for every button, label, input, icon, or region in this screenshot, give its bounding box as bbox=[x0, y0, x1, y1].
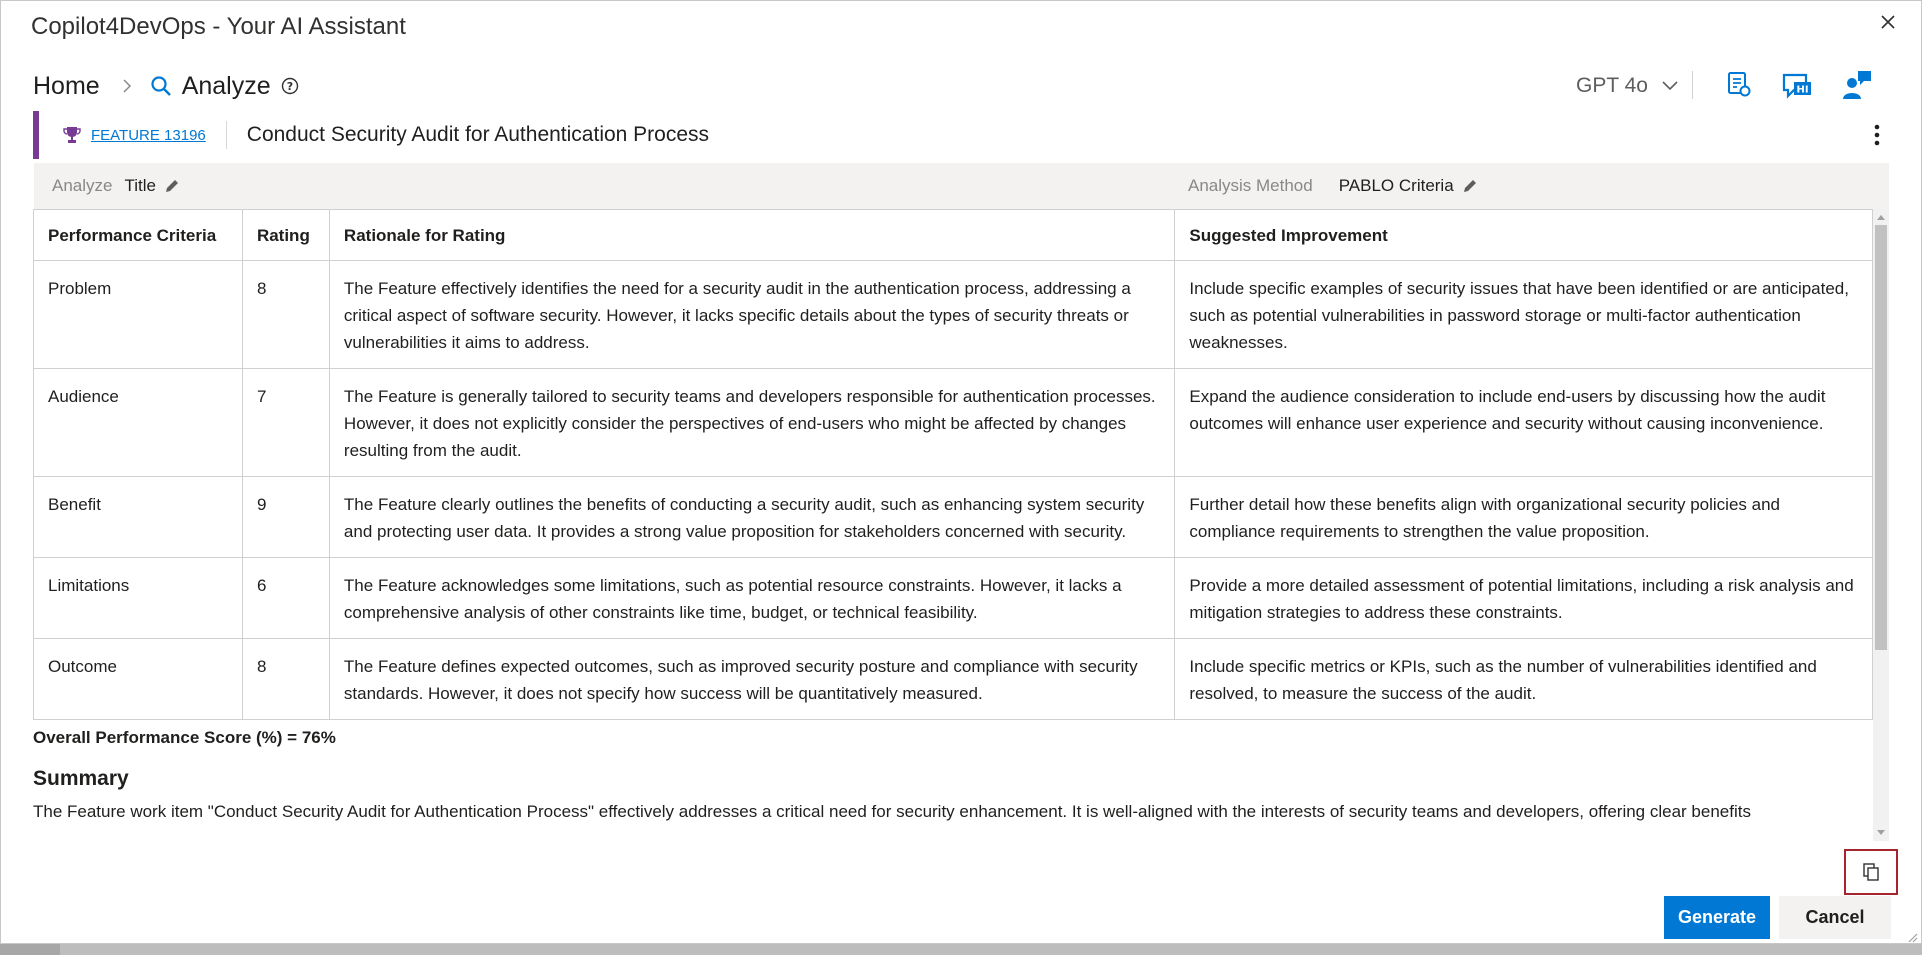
analysis-content bbox=[33, 209, 1873, 841]
help-icon[interactable] bbox=[281, 77, 299, 95]
more-vertical-icon[interactable] bbox=[1868, 123, 1886, 147]
criteria-cell: Audience bbox=[34, 369, 243, 477]
criteria-cell: Problem bbox=[34, 261, 243, 369]
analysis-method-value: PABLO Criteria bbox=[1338, 176, 1454, 195]
chat-hi-icon[interactable] bbox=[1779, 69, 1813, 101]
content-scrollbar[interactable] bbox=[1873, 209, 1889, 841]
analyze-bar bbox=[34, 163, 1889, 209]
chevron-down-icon bbox=[1662, 81, 1678, 91]
rating-cell: 8 bbox=[242, 261, 329, 369]
improvement-cell: Include specific examples of security issues that have been identified or are anticipated, such as potential vulnerabilities in password storage or multi-factor authentication weaknesses. bbox=[1175, 261, 1873, 369]
analysis-method-label: Analysis Method bbox=[1187, 176, 1313, 195]
rationale-cell: The Feature effectively identifies the need for a security audit in the authentication process, addressing a critical aspect of software security. However, it lacks specific details about the types of security threats or vulnerabilities it aims to address. bbox=[329, 261, 1174, 369]
user-feedback-icon[interactable] bbox=[1841, 69, 1873, 101]
cancel-button[interactable]: Cancel bbox=[1779, 896, 1891, 939]
generate-button[interactable]: Generate bbox=[1664, 896, 1770, 939]
criteria-cell: Outcome bbox=[34, 639, 243, 720]
pencil-icon[interactable] bbox=[164, 178, 180, 194]
criteria-cell: Limitations bbox=[34, 558, 243, 639]
table-row bbox=[34, 558, 1873, 639]
search-icon bbox=[150, 75, 172, 97]
pencil-icon[interactable] bbox=[1462, 178, 1478, 194]
scroll-up-icon[interactable] bbox=[1877, 213, 1885, 221]
model-label: GPT 4o bbox=[1576, 74, 1648, 97]
chevron-right-icon bbox=[120, 79, 134, 93]
breadcrumb-analyze: Analyze bbox=[181, 71, 271, 100]
scrollbar-thumb[interactable] bbox=[1875, 225, 1887, 650]
improvement-cell: Include specific metrics or KPIs, such as the number of vulnerabilities identified and resolved, to measure the success of the audit. bbox=[1175, 639, 1873, 720]
bottom-strip-segment bbox=[0, 944, 60, 955]
breadcrumb-home[interactable]: Home bbox=[33, 71, 100, 100]
column-header: Rationale for Rating bbox=[329, 210, 1174, 261]
table-row bbox=[34, 369, 1873, 477]
resize-grip-icon[interactable] bbox=[1906, 931, 1918, 943]
table-row bbox=[34, 639, 1873, 720]
rationale-cell: The Feature acknowledges some limitations, such as potential resource constraints. However, it lacks a comprehensive analysis of other constraints like time, budget, or technical feasibility. bbox=[329, 558, 1174, 639]
summary-text: The Feature work item "Conduct Security Audit for Authentication Process" effectively addresses a critical need for security enhancement. It is well-aligned with the interests of security teams and developers, offering clear benefits bbox=[33, 802, 1751, 821]
column-header: Suggested Improvement bbox=[1175, 210, 1873, 261]
close-icon[interactable] bbox=[1877, 11, 1899, 33]
copy-button[interactable] bbox=[1844, 849, 1898, 895]
trophy-icon bbox=[63, 126, 81, 144]
model-dropdown[interactable] bbox=[1576, 71, 1678, 101]
rationale-cell: The Feature is generally tailored to security teams and developers responsible for authentication processes. However, it does not explicitly consider the perspectives of end-users who might be affected by changes resulting from the audit. bbox=[329, 369, 1174, 477]
column-header: Performance Criteria bbox=[34, 210, 243, 261]
feature-divider bbox=[226, 121, 227, 149]
svg-text:?: ? bbox=[286, 80, 293, 93]
rationale-cell: The Feature defines expected outcomes, such as improved security posture and compliance with security standards. However, it does not specify how success will be quantitatively measured. bbox=[329, 639, 1174, 720]
copy-icon bbox=[1861, 862, 1881, 882]
column-header: Rating bbox=[242, 210, 329, 261]
rationale-cell: The Feature clearly outlines the benefits of conducting a security audit, such as enhancing system security and protecting user data. It provides a strong value proposition for stakeholders concerned with security. bbox=[329, 477, 1174, 558]
analyze-value: Title bbox=[124, 176, 156, 195]
improvement-cell: Provide a more detailed assessment of potential limitations, including a risk analysis and mitigation strategies to address these constraints. bbox=[1175, 558, 1873, 639]
scroll-down-icon[interactable] bbox=[1877, 829, 1885, 837]
improvement-cell: Further detail how these benefits align with organizational security policies and compliance requirements to strengthen the value proposition. bbox=[1175, 477, 1873, 558]
breadcrumb bbox=[33, 69, 299, 103]
svg-text:HI: HI bbox=[1796, 84, 1809, 96]
rating-cell: 7 bbox=[242, 369, 329, 477]
table-header-row bbox=[34, 210, 1873, 261]
document-settings-icon[interactable] bbox=[1724, 69, 1754, 101]
criteria-cell: Benefit bbox=[34, 477, 243, 558]
feature-id-link[interactable]: FEATURE 13196 bbox=[91, 126, 206, 144]
rating-cell: 8 bbox=[242, 639, 329, 720]
feature-bar bbox=[33, 111, 1888, 159]
table-row bbox=[34, 261, 1873, 369]
feature-title: Conduct Security Audit for Authentication Process bbox=[246, 123, 710, 146]
dialog-title-bar bbox=[31, 11, 406, 43]
criteria-table bbox=[33, 209, 1873, 720]
overall-score: Overall Performance Score (%) = 76% bbox=[33, 728, 336, 747]
analyze-label: Analyze bbox=[52, 176, 113, 195]
summary-heading: Summary bbox=[33, 767, 129, 790]
bottom-strip bbox=[0, 944, 1922, 955]
rating-cell: 6 bbox=[242, 558, 329, 639]
toolbar-divider bbox=[1692, 71, 1693, 99]
rating-cell: 9 bbox=[242, 477, 329, 558]
table-row bbox=[34, 477, 1873, 558]
dialog-title: Copilot4DevOps - Your AI Assistant bbox=[31, 13, 406, 40]
improvement-cell: Expand the audience consideration to include end-users by discussing how the audit outcomes will enhance user experience and security without causing inconvenience. bbox=[1175, 369, 1873, 477]
